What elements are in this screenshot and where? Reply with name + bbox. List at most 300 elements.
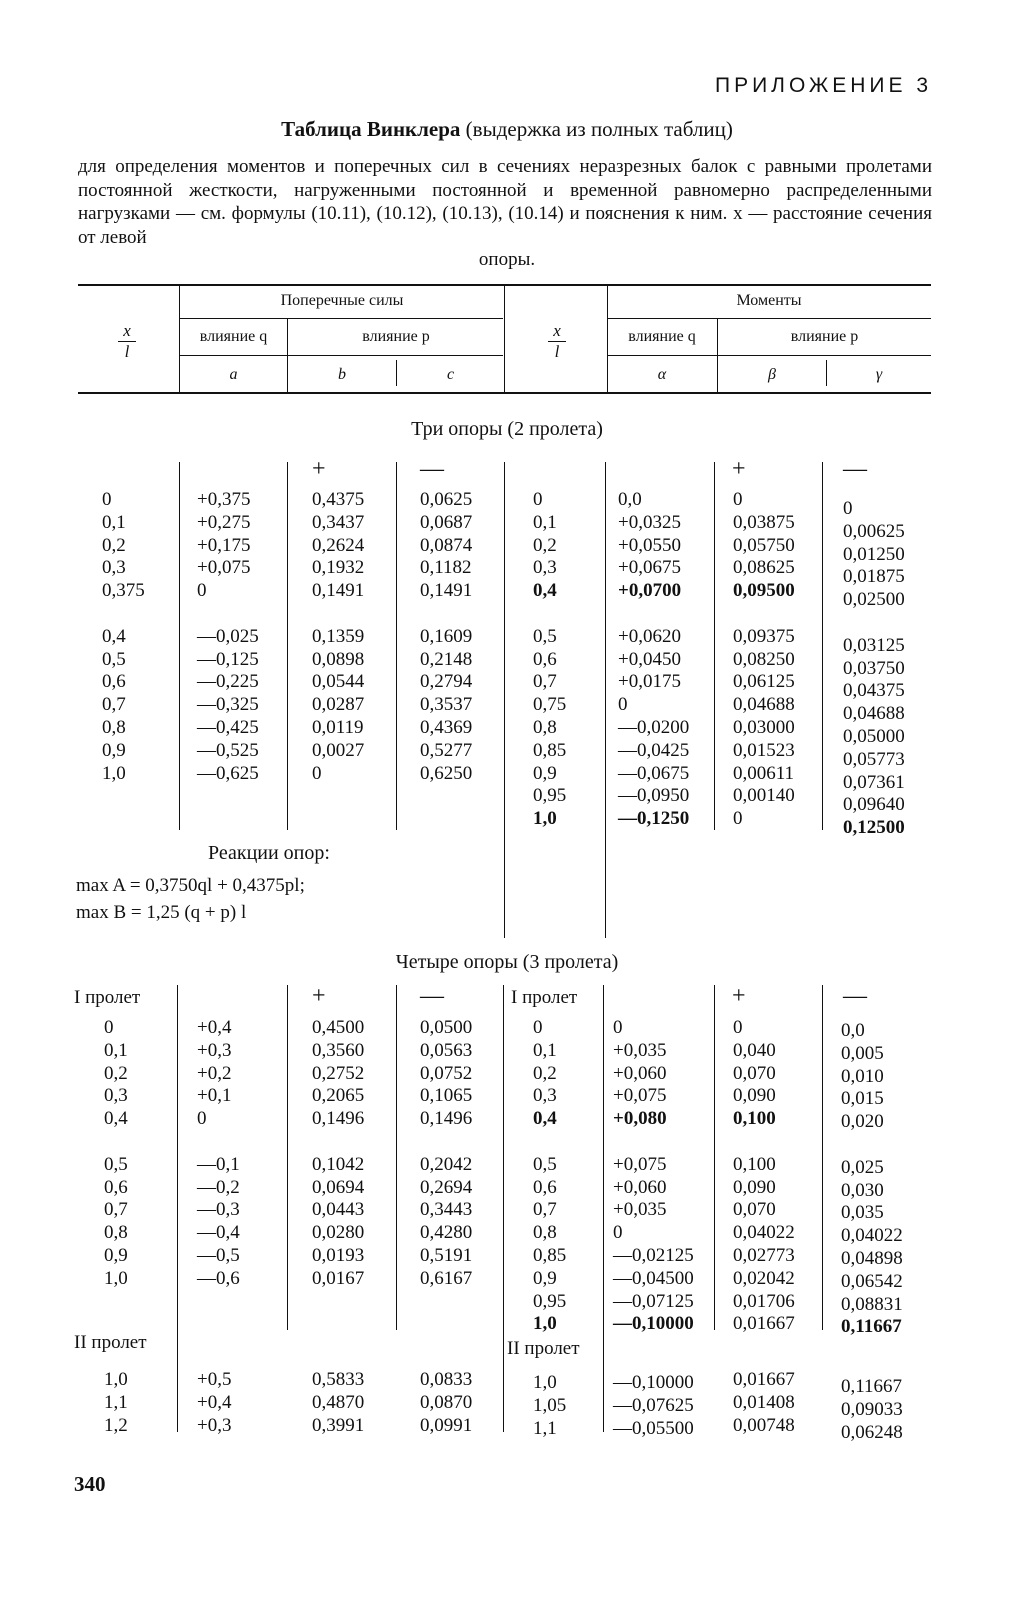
table-cell: —0,10000	[613, 1372, 694, 1393]
fs-span1-gamma-column	[841, 1020, 903, 1339]
table-cell: 0,04688	[733, 694, 795, 716]
reactions-label: Реакции опор:	[208, 842, 330, 864]
table-cell: 0,2042	[420, 1153, 473, 1175]
table-cell: 0,1	[102, 511, 126, 533]
table-cell: 0,05000	[843, 725, 905, 747]
table-cell: 0	[733, 1017, 743, 1038]
table-cell: —0,2	[197, 1176, 240, 1198]
table-cell: 0,0870	[420, 1391, 473, 1413]
table-cell: 0,05773	[843, 748, 905, 770]
minus-sign: —	[843, 456, 867, 482]
shear-forces-heading: Поперечные силы	[280, 292, 404, 309]
table-cell: 0,6	[104, 1176, 128, 1198]
table-cell: 0,06125	[733, 671, 795, 693]
table-cell: —0,10000	[613, 1313, 694, 1335]
table-cell: 0,8	[533, 716, 557, 738]
column-rule	[396, 985, 397, 1330]
table-cell: 0,03750	[843, 657, 905, 679]
table-cell: +0,1	[197, 1085, 232, 1107]
table-cell: 0,09375	[733, 625, 795, 647]
table-cell: 0,3	[533, 1085, 557, 1107]
table-cell: 0,0752	[420, 1062, 473, 1084]
column-rule	[179, 462, 180, 830]
table-cell: 1,0	[533, 1313, 557, 1335]
table-cell: 0,11667	[841, 1376, 903, 1397]
column-rule	[396, 462, 397, 830]
table-cell: —0,325	[197, 694, 259, 716]
table-cell: 0,375	[102, 580, 145, 602]
minus-sign: —	[420, 456, 444, 482]
fs-span2-shear-x-column	[104, 1369, 128, 1437]
table-cell: 1,1	[533, 1417, 557, 1439]
table-cell: 0,01523	[733, 739, 795, 761]
table-cell: 0,4500	[312, 1017, 365, 1038]
table-description: для определения моментов и поперечных сил в сечениях неразрезных балок с равными пролетами постоянной жесткости, нагруженными постоянной и временной равномерно распределенными нагрузками — см. формулы (10.11), (10.12), (10.13), (10.14) и пояснения к ним. x — расстояние сечения от левой	[78, 156, 932, 248]
table-title-bold: Таблица Винклера	[281, 117, 461, 141]
table-cell: 0,0443	[312, 1199, 365, 1221]
table-cell: 0	[197, 580, 207, 602]
span-two-label: II пролет	[507, 1338, 580, 1359]
fs-span1-b-column	[312, 1017, 364, 1291]
table-cell: +0,0450	[618, 648, 681, 670]
row-gap	[420, 1131, 472, 1154]
row-gap	[843, 612, 905, 635]
table-cell: 0,5191	[420, 1244, 473, 1266]
table-cell: 0,5	[102, 648, 126, 670]
table-cell: 1,0	[533, 1372, 557, 1393]
table-cell: 0	[733, 489, 743, 510]
table-cell: +0,075	[613, 1085, 667, 1107]
row-gap	[197, 603, 259, 626]
table-cell: —0,07625	[613, 1394, 694, 1416]
table-cell: 0,015	[841, 1088, 884, 1110]
ts-c-column	[420, 489, 472, 785]
table-cell: 0,5	[533, 625, 557, 647]
table-cell: 0,9	[533, 1267, 557, 1289]
table-cell: 0,3437	[312, 511, 365, 533]
appendix-label: ПРИЛОЖЕНИЕ 3	[714, 74, 932, 97]
influence-p-heading: влияние p	[362, 328, 430, 345]
row-gap	[102, 603, 145, 626]
table-cell: 0,1359	[312, 625, 365, 647]
ts-moment-x-column	[533, 489, 566, 831]
influence-q-heading: влияние q	[628, 328, 696, 345]
table-cell: 0,2	[533, 1062, 557, 1084]
table-cell: 0	[613, 1222, 623, 1244]
row-gap	[841, 1134, 903, 1157]
table-cell: 0,5277	[420, 739, 473, 761]
table-cell: 0,04022	[733, 1222, 795, 1244]
table-cell: 0,7	[104, 1199, 128, 1221]
table-cell: 0,02500	[843, 589, 905, 611]
table-cell: —0,0675	[618, 762, 690, 784]
table-cell: —0,0425	[618, 739, 690, 761]
row-gap	[420, 603, 472, 626]
table-cell: 0,08625	[733, 557, 795, 579]
table-cell: —0,225	[197, 671, 259, 693]
three-supports-heading: Три опоры (2 пролета)	[411, 418, 603, 440]
header-divider	[504, 286, 505, 392]
table-cell: +0,0550	[618, 534, 681, 556]
table-cell: 0,100	[733, 1153, 776, 1175]
fs-span1-beta-column	[733, 1017, 795, 1336]
table-cell: 1,1	[104, 1391, 128, 1413]
table-cell: 0,2624	[312, 534, 365, 556]
page-number: 340	[74, 1472, 106, 1496]
table-cell: —0,5	[197, 1244, 240, 1266]
table-cell: 0,08831	[841, 1293, 903, 1315]
minus-sign: —	[843, 983, 867, 1009]
fs-span2-gamma-column	[841, 1376, 903, 1444]
col-beta-heading: β	[768, 366, 776, 383]
table-cell: 0,09033	[841, 1398, 903, 1420]
table-cell: 0,4	[533, 1108, 557, 1130]
table-cell: 0	[102, 489, 112, 510]
row-gap	[533, 1131, 566, 1154]
table-cell: +0,0675	[618, 557, 681, 579]
span-one-label: I пролет	[74, 987, 141, 1008]
table-cell: 0,09640	[843, 794, 905, 816]
table-cell: 0,1	[533, 511, 557, 533]
table-cell: 0,0	[841, 1020, 865, 1041]
column-rule	[287, 462, 288, 830]
table-cell: 0,01875	[843, 566, 905, 588]
table-cell: 0,9	[102, 739, 126, 761]
table-cell: —0,02125	[613, 1244, 694, 1266]
table-cell: 0,7	[533, 671, 557, 693]
ts-gamma-column	[843, 498, 905, 840]
table-cell: 0,070	[733, 1199, 776, 1221]
table-cell: 0,2694	[420, 1176, 473, 1198]
table-cell: 1,05	[533, 1394, 567, 1416]
table-cell: 0,1496	[312, 1108, 365, 1130]
table-cell: 0,8	[104, 1222, 128, 1244]
fs-span2-c-column	[420, 1369, 472, 1437]
table-cell: —0,025	[197, 625, 259, 647]
table-cell: 0,0119	[312, 716, 364, 738]
table-cell: 0,2065	[312, 1085, 365, 1107]
span-two-label: II пролет	[74, 1332, 147, 1353]
moments-heading: Моменты	[736, 292, 802, 309]
ts-b-column	[312, 489, 364, 785]
table-cell: —0,425	[197, 716, 259, 738]
table-cell: 0,00140	[733, 785, 795, 807]
table-cell: 0,8	[533, 1222, 557, 1244]
table-cell: 1,0	[533, 808, 557, 830]
table-cell: 0,7	[102, 694, 126, 716]
table-cell: 0,2	[102, 534, 126, 556]
table-cell: 0	[843, 498, 853, 519]
table-cell: 0,1065	[420, 1085, 473, 1107]
column-rule	[504, 462, 505, 938]
table-cell: 0,5	[104, 1153, 128, 1175]
table-cell: 0,090	[733, 1085, 776, 1107]
influence-q-heading: влияние q	[199, 328, 268, 345]
table-cell: 0,1491	[312, 580, 365, 602]
table-cell: 0,020	[841, 1111, 884, 1133]
shear-title-rule	[180, 318, 503, 319]
table-cell: 0,5	[533, 1153, 557, 1175]
table-cell: +0,175	[197, 534, 251, 556]
table-cell: 0,08250	[733, 648, 795, 670]
table-cell: 0,3	[102, 557, 126, 579]
table-cell: 0,0687	[420, 511, 473, 533]
col-b-heading: b	[338, 366, 346, 383]
table-cell: +0,060	[613, 1176, 667, 1198]
column-rule	[605, 462, 606, 938]
fs-span1-c-column	[420, 1017, 472, 1291]
table-cell: +0,0175	[618, 671, 681, 693]
table-cell: 0,02773	[733, 1244, 795, 1266]
table-cell: 0,00625	[843, 520, 905, 542]
column-rule	[822, 462, 823, 830]
table-cell: 0,0563	[420, 1039, 473, 1061]
ts-a-column	[197, 489, 259, 785]
table-cell: +0,375	[197, 489, 251, 510]
table-cell: 0,4	[102, 625, 126, 647]
table-cell: —0,525	[197, 739, 259, 761]
table-cell: 0,04022	[841, 1225, 903, 1247]
row-gap	[197, 1131, 240, 1154]
table-cell: 0	[733, 808, 743, 830]
fs-span2-b-column	[312, 1369, 364, 1437]
table-cell: 0	[618, 694, 628, 716]
row-gap	[618, 603, 689, 626]
table-cell: 0,6	[533, 1176, 557, 1198]
table-cell: 0,75	[533, 694, 567, 716]
col-gamma-heading: γ	[875, 366, 883, 383]
table-cell: +0,3	[197, 1414, 232, 1436]
table-cell: 0,9	[533, 762, 557, 784]
table-cell: +0,035	[613, 1199, 667, 1221]
table-cell: +0,060	[613, 1062, 667, 1084]
table-cell: +0,3	[197, 1039, 232, 1061]
fs-span2-alpha-column	[613, 1372, 694, 1440]
table-cell: 0,01706	[733, 1290, 795, 1312]
table-cell: —0,07125	[613, 1290, 694, 1312]
table-cell: 0,5833	[312, 1369, 365, 1390]
table-cell: 0,85	[533, 739, 567, 761]
table-cell: 0,04898	[841, 1247, 903, 1269]
minus-sign: —	[420, 983, 444, 1009]
table-cell: 0,02042	[733, 1267, 795, 1289]
table-cell: 0	[533, 489, 543, 510]
table-cell: 0	[533, 1017, 543, 1038]
table-title-rest: (выдержка из полных таблиц)	[460, 117, 733, 141]
table-cell: +0,0700	[618, 580, 682, 602]
table-cell: 0,00611	[733, 762, 795, 784]
table-cell: 0,7	[533, 1199, 557, 1221]
table-cell: 0,6	[102, 671, 126, 693]
table-cell: 0,4870	[312, 1391, 365, 1413]
table-cell: 0,1042	[312, 1153, 365, 1175]
table-cell: 0,4	[533, 580, 557, 602]
fs-span1-moment-x-column	[533, 1017, 566, 1336]
col-a-heading: a	[229, 366, 238, 383]
row-gap	[312, 603, 364, 626]
table-cell: —0,1	[197, 1153, 240, 1175]
table-cell: +0,075	[197, 557, 251, 579]
row-gap	[733, 1131, 795, 1154]
table-cell: 1,0	[104, 1267, 128, 1289]
table-cell: 0,03000	[733, 716, 795, 738]
table-cell: —0,1250	[618, 808, 690, 830]
table-cell: 0,9	[104, 1244, 128, 1266]
table-cell: 0,3	[104, 1085, 128, 1107]
reaction-a-formula: max A = 0,3750ql + 0,4375pl;	[76, 875, 305, 896]
table-cell: 0	[312, 762, 322, 784]
table-cell: 1,2	[104, 1414, 128, 1436]
ts-alpha-column	[618, 489, 689, 831]
table-cell: 0,03875	[733, 511, 795, 533]
table-cell: 0,035	[841, 1202, 884, 1224]
table-cell: 0	[613, 1017, 623, 1038]
table-cell: 0,0898	[312, 648, 365, 670]
table-cell: 0,09500	[733, 580, 795, 602]
table-cell: 0,0287	[312, 694, 365, 716]
table-cell: 0,01667	[733, 1313, 795, 1335]
table-cell: 0,0991	[420, 1414, 473, 1436]
table-cell: 0,1182	[420, 557, 472, 579]
row-gap	[733, 603, 795, 626]
x-over-l-header: x l	[542, 322, 572, 361]
table-cell: —0,05500	[613, 1417, 694, 1439]
table-cell: 0,040	[733, 1039, 776, 1061]
table-cell: 0,2	[104, 1062, 128, 1084]
table-cell: 0,100	[733, 1108, 776, 1130]
table-cell: 0,0544	[312, 671, 365, 693]
moment-sub-rule	[607, 355, 931, 356]
table-cell: 0,0874	[420, 534, 473, 556]
table-cell: +0,4	[197, 1017, 232, 1038]
table-cell: —0,6	[197, 1267, 240, 1289]
table-cell: —0,125	[197, 648, 259, 670]
table-cell: 0,05750	[733, 534, 795, 556]
table-cell: 0,0167	[312, 1267, 365, 1289]
table-cell: +0,4	[197, 1391, 232, 1413]
fs-span2-moment-x-column	[533, 1372, 566, 1440]
table-cell: +0,0620	[618, 625, 681, 647]
x-over-l-header: x l	[112, 322, 142, 361]
table-cell: 0,01250	[843, 543, 905, 565]
table-cell: 0,2794	[420, 671, 473, 693]
column-rule	[177, 985, 178, 1432]
table-title	[0, 117, 1014, 142]
table-cell: +0,2	[197, 1062, 232, 1084]
column-rule	[503, 985, 504, 1432]
table-cell: +0,275	[197, 511, 251, 533]
table-cell: 0,6250	[420, 762, 473, 784]
table-cell: 0,00748	[733, 1414, 795, 1436]
table-cell: 0,1609	[420, 625, 473, 647]
table-cell: 0,005	[841, 1042, 884, 1064]
table-cell: 0,090	[733, 1176, 776, 1198]
row-gap	[533, 603, 566, 626]
row-gap	[104, 1131, 128, 1154]
table-cell: 0,01408	[733, 1391, 795, 1413]
table-cell: 1,0	[104, 1369, 128, 1390]
table-cell: 0,1496	[420, 1108, 473, 1130]
table-cell: 0,95	[533, 1290, 567, 1312]
table-cell: 0,95	[533, 785, 567, 807]
table-cell: 0,0193	[312, 1244, 365, 1266]
table-cell: —0,3	[197, 1199, 240, 1221]
table-cell: 0,8	[102, 716, 126, 738]
table-cell: +0,075	[613, 1153, 667, 1175]
fs-span1-alpha-column	[613, 1017, 694, 1336]
plus-sign: +	[732, 456, 746, 482]
fs-span1-shear-x-column	[104, 1017, 128, 1291]
table-cell: +0,0325	[618, 511, 681, 533]
column-rule	[287, 985, 288, 1330]
table-cell: —0,0200	[618, 716, 690, 738]
fs-span2-a-column	[197, 1369, 231, 1437]
span-one-label: I пролет	[511, 987, 578, 1008]
table-cell: 0,070	[733, 1062, 776, 1084]
row-gap	[613, 1131, 694, 1154]
table-cell: —0,625	[197, 762, 259, 784]
table-cell: +0,080	[613, 1108, 667, 1130]
table-cell: 0,0	[618, 489, 642, 510]
table-cell: 0,0500	[420, 1017, 473, 1038]
table-cell: 0,0027	[312, 739, 365, 761]
table-cell: 0,03125	[843, 634, 905, 656]
table-cell: 0,85	[533, 1244, 567, 1266]
table-cell: 0,6	[533, 648, 557, 670]
four-supports-heading: Четыре опоры (3 пролета)	[395, 951, 619, 973]
table-cell: 0,01667	[733, 1369, 795, 1390]
table-cell: 0,04688	[843, 703, 905, 725]
table-cell: 0,0280	[312, 1222, 365, 1244]
table-cell: —0,04500	[613, 1267, 694, 1289]
shear-sub-rule	[180, 355, 503, 356]
table-cell: 0,0694	[312, 1176, 365, 1198]
table-cell: 0,4375	[312, 489, 365, 510]
header-bottom-rule	[78, 392, 931, 394]
table-cell: 0,2752	[312, 1062, 365, 1084]
column-rule	[714, 462, 715, 830]
col-c-heading: c	[446, 366, 455, 383]
table-cell: 0,1	[533, 1039, 557, 1061]
table-cell: 1,0	[102, 762, 126, 784]
influence-p-heading: влияние p	[790, 328, 859, 345]
plus-sign: +	[732, 983, 746, 1009]
table-cell: 0,04375	[843, 680, 905, 702]
column-rule	[714, 985, 715, 1330]
table-cell: 0,07361	[843, 771, 905, 793]
table-cell: 0,3443	[420, 1199, 473, 1221]
table-cell: 0,3991	[312, 1414, 365, 1436]
table-cell: 0	[197, 1108, 207, 1130]
table-cell: 0,3	[533, 557, 557, 579]
column-rule	[822, 985, 823, 1330]
table-cell: 0,4369	[420, 716, 473, 738]
table-cell: 0,030	[841, 1179, 884, 1201]
table-cell: 0,11667	[841, 1316, 902, 1338]
table-cell: 0,010	[841, 1065, 884, 1087]
reaction-b-formula: max B = 1,25 (q + p) l	[76, 902, 247, 923]
table-cell: 0,0833	[420, 1369, 473, 1390]
table-cell: —0,4	[197, 1222, 240, 1244]
table-cell: 0,1932	[312, 557, 365, 579]
table-cell: 0	[104, 1017, 114, 1038]
table-cell: +0,035	[613, 1039, 667, 1061]
table-cell: 0,4280	[420, 1222, 473, 1244]
plus-sign: +	[312, 983, 326, 1009]
table-cell: 0,6167	[420, 1267, 473, 1289]
ts-shear-x-column	[102, 489, 145, 785]
ts-beta-column	[733, 489, 795, 831]
